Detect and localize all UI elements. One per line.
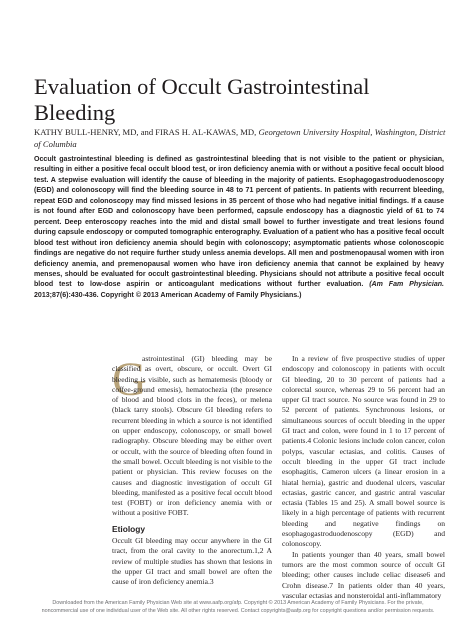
authors: KATHY BULL-HENRY, MD, and FIRAS H. AL-KAWAS, MD, [34, 127, 257, 137]
left-column [112, 354, 272, 588]
byline [34, 127, 454, 150]
right-column [282, 354, 445, 601]
intro-text: astrointestinal (GI) bleeding may be classified as overt, obscure, or occult. Overt GI bleeding is visible, such as hematemesis (bloody or coffee-ground emesis), hematochezia (the presence of blood and blood clots in the feces), or melena (black tarry stools). Obscure GI bleeding refers to recurrent bleeding in which a source is not identified on upper endoscopy, colonoscopy, or small bowel radiography. Obscure bleeding may be either overt or occult, with the source of bleeding often found in the small bowel. Occult bleeding is not visible to the patient or physician. This review focuses on the causes and diagnostic investigation of occult GI bleeding, manifested as a positive fecal occult blood test (FOBT) or iron deficiency anemia with or without a positive FOBT. [112, 354, 272, 518]
age-paragraph: In patients younger than 40 years, small bowel tumors are the most common source of occult GI bleeding; other causes include celiac disease6 and Crohn disease.7 In patients older than 40 years, vascular ectasias and nonsteroidal anti-inflammatory [282, 549, 445, 600]
drop-cap: G [112, 353, 147, 406]
abstract-citation-journal: (Am Fam Physician. [369, 281, 445, 289]
intro-paragraph [112, 354, 272, 519]
abstract-text: Occult gastrointestinal bleeding is defined as gastrointestinal bleeding that is not visible to the patient or physician, resulting in either a positive fecal occult blood test, or iron deficiency anemia with or without a positive fecal occult blood test. A stepwise evaluation will identify the cause of bleeding in the majority of patients. Esophagogastroduodenoscopy (EGD) and colonoscopy will find the bleeding source in 48 to 71 percent of patients. In patients with recurrent bleeding, repeat EGD and colonoscopy may find missed lesions in 35 percent of those who had negative initial findings. If a cause is not found after EGD and colonoscopy have been performed, capsule endoscopy has a diagnostic yield of 61 to 74 percent. Deep enteroscopy reaches into the mid and distal small bowel to further investigate and treat lesions found during capsule endoscopy or computed tomographic enterography. Evaluation of a patient who has a positive fecal occult blood test without iron deficiency anemia should begin with colonoscopy; asymptomatic patients whose colonoscopic findings are negative do not require further study unless anemia develops. All men and postmenopausal women with iron deficiency anemia, and premenopausal women who have iron deficiency anemia that cannot be explained by heavy menses, should be evaluated for occult gastrointestinal bleeding. Physicians should not attribute a positive fecal occult blood test to low-dose aspirin or anticoagulant medications without further evaluation. [34, 156, 444, 289]
abstract [34, 155, 444, 301]
review-paragraph: In a review of five prospective studies of upper endoscopy and colonoscopy in patients with occult GI bleeding, 20 to 30 percent of patients had a colorectal source, whereas 29 to 56 percent had an upper GI tract source. No source was found in 29 to 52 percent of patients. Synchronous lesions, or simultaneous sources of occult bleeding in the upper GI tract and colon, were found in 1 to 17 percent of patients.4 Colonic lesions include colon cancer, colon polyps, vascular ectasias, and colitis. Causes of occult bleeding in the upper GI tract include esophagitis, Cameron ulcers (a linear erosion in a hiatal hernia), gastric and duodenal ulcers, vascular ectasias, gastric cancer, and gastric antral vascular ectasia (Tables 15 and 25). A small bowel source is likely in a high percentage of patients with recurrent bleeding and negative findings on esophagogastroduodenoscopy (EGD) and colonoscopy. [282, 354, 445, 549]
etiology-heading: Etiology [112, 523, 146, 534]
article-title: Evaluation of Occult Gastrointestinal Bleeding [34, 74, 370, 125]
abstract-citation-rest: 2013;87(6):430-436. Copyright © 2013 American Academy of Family Physicians.) [34, 291, 302, 299]
etiology-paragraph: Occult GI bleeding may occur anywhere in the GI tract, from the oral cavity to the anorectum.1,2 A review of multiple studies has shown that lesions in the upper GI tract and small bowel are often the cause of iron deficiency anemia.3 [112, 536, 272, 587]
affiliation: Georgetown University Hospital, Washington, District of Columbia [34, 127, 446, 149]
download-footer: Downloaded from the American Family Physician Web site at www.aafp.org/afp. Copyright © 2013 American Academy of Family Physicians. For the private, noncommercial use of one individual user of the Web site. All other rights reserved. Contact copyrights@aafp.org for copyright questions and/or permission requests. [41, 600, 435, 614]
